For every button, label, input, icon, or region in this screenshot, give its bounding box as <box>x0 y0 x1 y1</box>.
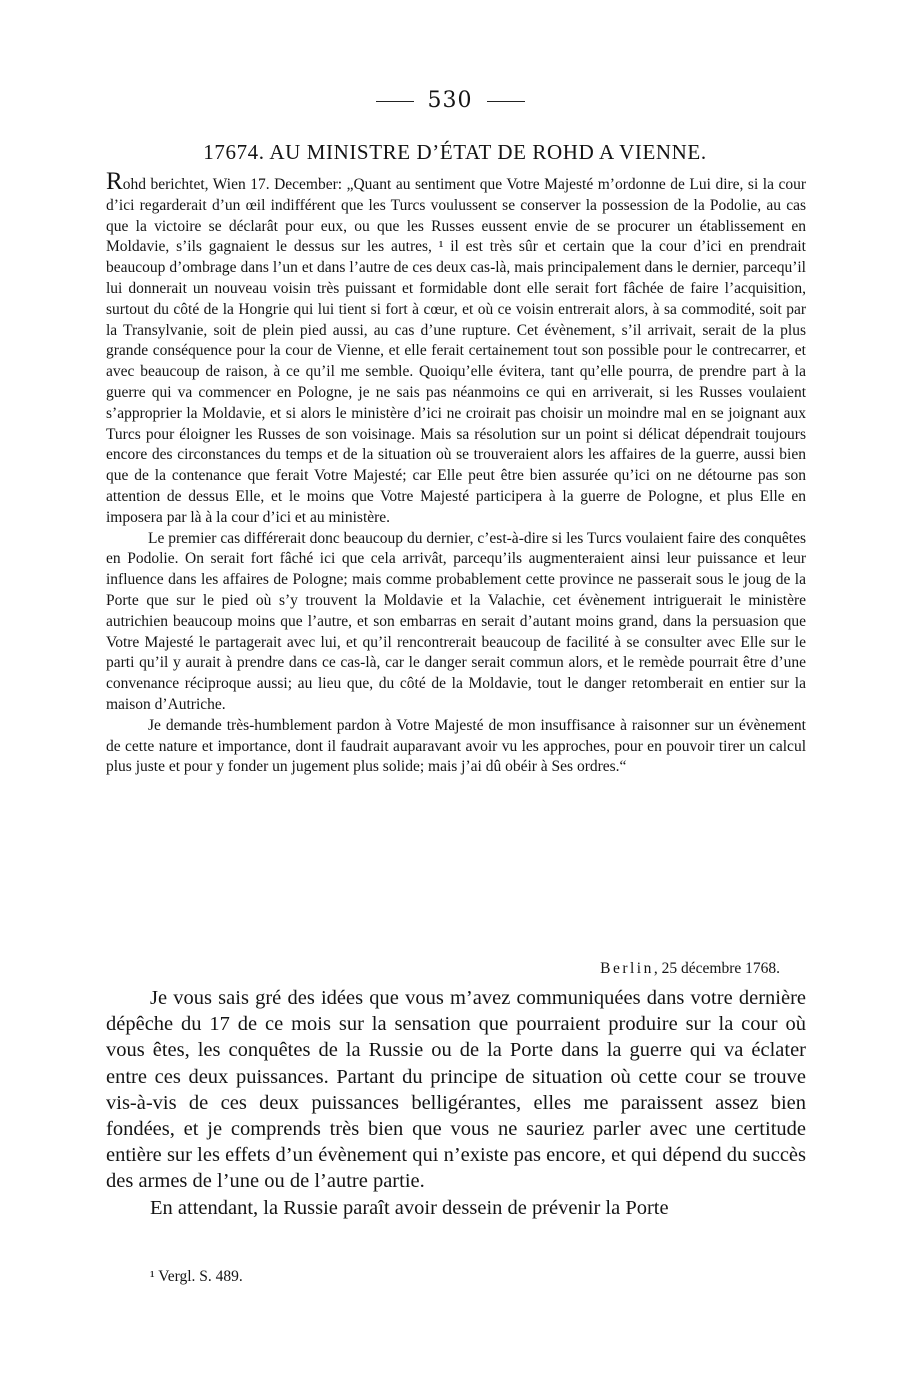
place: Berlin <box>600 960 654 977</box>
place-date-line <box>600 960 780 978</box>
letter-heading: 17674. AU MINISTRE D’ÉTAT DE ROHD A VIENNE. <box>203 140 707 164</box>
quoted-report <box>106 168 806 778</box>
body-paragraph-2: En attendant, la Russie paraît avoir dessein de prévenir la Porte <box>150 1196 669 1219</box>
page-number-text: 530 <box>427 88 473 113</box>
letter-body <box>106 985 806 1221</box>
quote-paragraph-2: Le premier cas différerait donc beaucoup du dernier, c’est-à-dire si les Turcs voulaient faire des conquêtes en Podolie. On serait fort fâché ici que cela arrivât, parcequ’ils augmenteraient ainsi leur puissance et leur influence dans les affaires de Pologne; mais comme probablement cette province ne passerait sous le joug de la Porte que sur le pied où s’y trouvent la Moldavie et la Valachie, cet évènement intriguerait le ministère autrichien beaucoup moins que l’autre, et son embarras en serait d’autant moins grand, dans la persuasion que Votre Majesté le partagerait avec lui, et qu’il rencontrerait beaucoup de facilité à se consulter avec Elle sur le parti qu’il y aurait à prendre dans ce cas-là, car le danger serait commun alors, et le remède pourrait être d’une convenance réciproque aussi; au lieu que, du côté de la Moldavie, tout le danger retomberait en entier sur la maison d’Autriche. <box>106 529 806 713</box>
page-number <box>0 88 900 113</box>
quote-paragraph-3: Je demande très-humblement pardon à Votre Majesté de mon insuffisance à raisonner sur un évènement de cette nature et importance, dont il faudrait auparavant avoir vu les approches, pour en pouvoir tirer un calcul plus juste et pour y fonder un jugement plus solide; mais j’ai dû obéir à Ses ordres.“ <box>106 716 806 776</box>
quote-paragraph-1: Rohd berichtet, Wien 17. December: „Quant au sentiment que Votre Majesté m’ordonne de Lui dire, si la cour d’ici regarderait d’un œil indifférent que les Turcs voulussent se conserver la possession de la Podolie, au cas que la victoire se déclarât pour eux, ou que les Russes eussent envie de se procurer un établissement en Moldavie, s’ils gagnaient le dessus sur les autres, ¹ il est très sûr et certain que la cour d’ici en prendrait beaucoup d’ombrage dans l’un et dans l’autre de ces deux cas-là, mais principalement dans le dernier, parcequ’il lui donnerait un nouveau voisin très puissant et formidable dont elle serait fort fâchée de faire l’acquisition, surtout du côté de la Hongrie qui lui tient si fort à cœur, et où ce voisin entrerait alors, à sa commodité, soit par la Transylvanie, soit de plein pied aussi, au cas d’une rupture. Cet évènement, s’il arrivait, serait de la plus grande conséquence pour la cour de Vienne, et elle ferait certainement tout son possible pour le contrecarrer, et avec beaucoup de raison, à ce qu’il me semble. Quoiqu’elle évitera, tant qu’elle pourra, de prendre part à la guerre qui va commencer en Pologne, je ne sais pas néanmoins ce qui en arriverait, si les Russes voulaient s’approprier la Moldavie, et si alors le ministère d’ici ne croirait pas choisir un moindre mal en se joignant aux Turcs pour éloigner les Russes de son voisinage. Mais sa résolution sur un point si délicat dépendrait toujours encore des circonstances du temps et de la situation où se trouveraient alors les affaires de la guerre, aussi bien que de la contenance que ferait Votre Majesté; car Elle peut être bien assurée qu’ici on ne détourne pas son attention de dessus Elle, et le moins que Votre Majesté participera à la guerre de Pologne, et plus Elle en imposera par là à la cour d’ici et au ministère. <box>106 168 806 526</box>
body-paragraph-1: Je vous sais gré des idées que vous m’avez communiquées dans votre dernière dépêche du 17 de ce mois sur la sensation que pourraient produire sur la cour où vous êtes, les conquêtes de la Russie ou de la Porte dans la guerre qui va éclater entre ces deux puissances. Partant du principe de situation où cette cour se trouve vis-à-vis de ces deux puissances belligérantes, elles me paraissent assez bien fondées, et je comprends très bien que vous ne sauriez parler avec une certitude entière sur les effets d’un évènement qui n’existe pas encore, et qui dépend du succès des armes de l’une ou de l’autre partie. <box>106 987 806 1193</box>
page-number-rule-right <box>487 101 525 102</box>
date: , 25 décembre 1768. <box>653 960 780 977</box>
footnote: ¹ Vergl. S. 489. <box>150 1268 243 1285</box>
page-number-rule-left <box>376 101 414 102</box>
